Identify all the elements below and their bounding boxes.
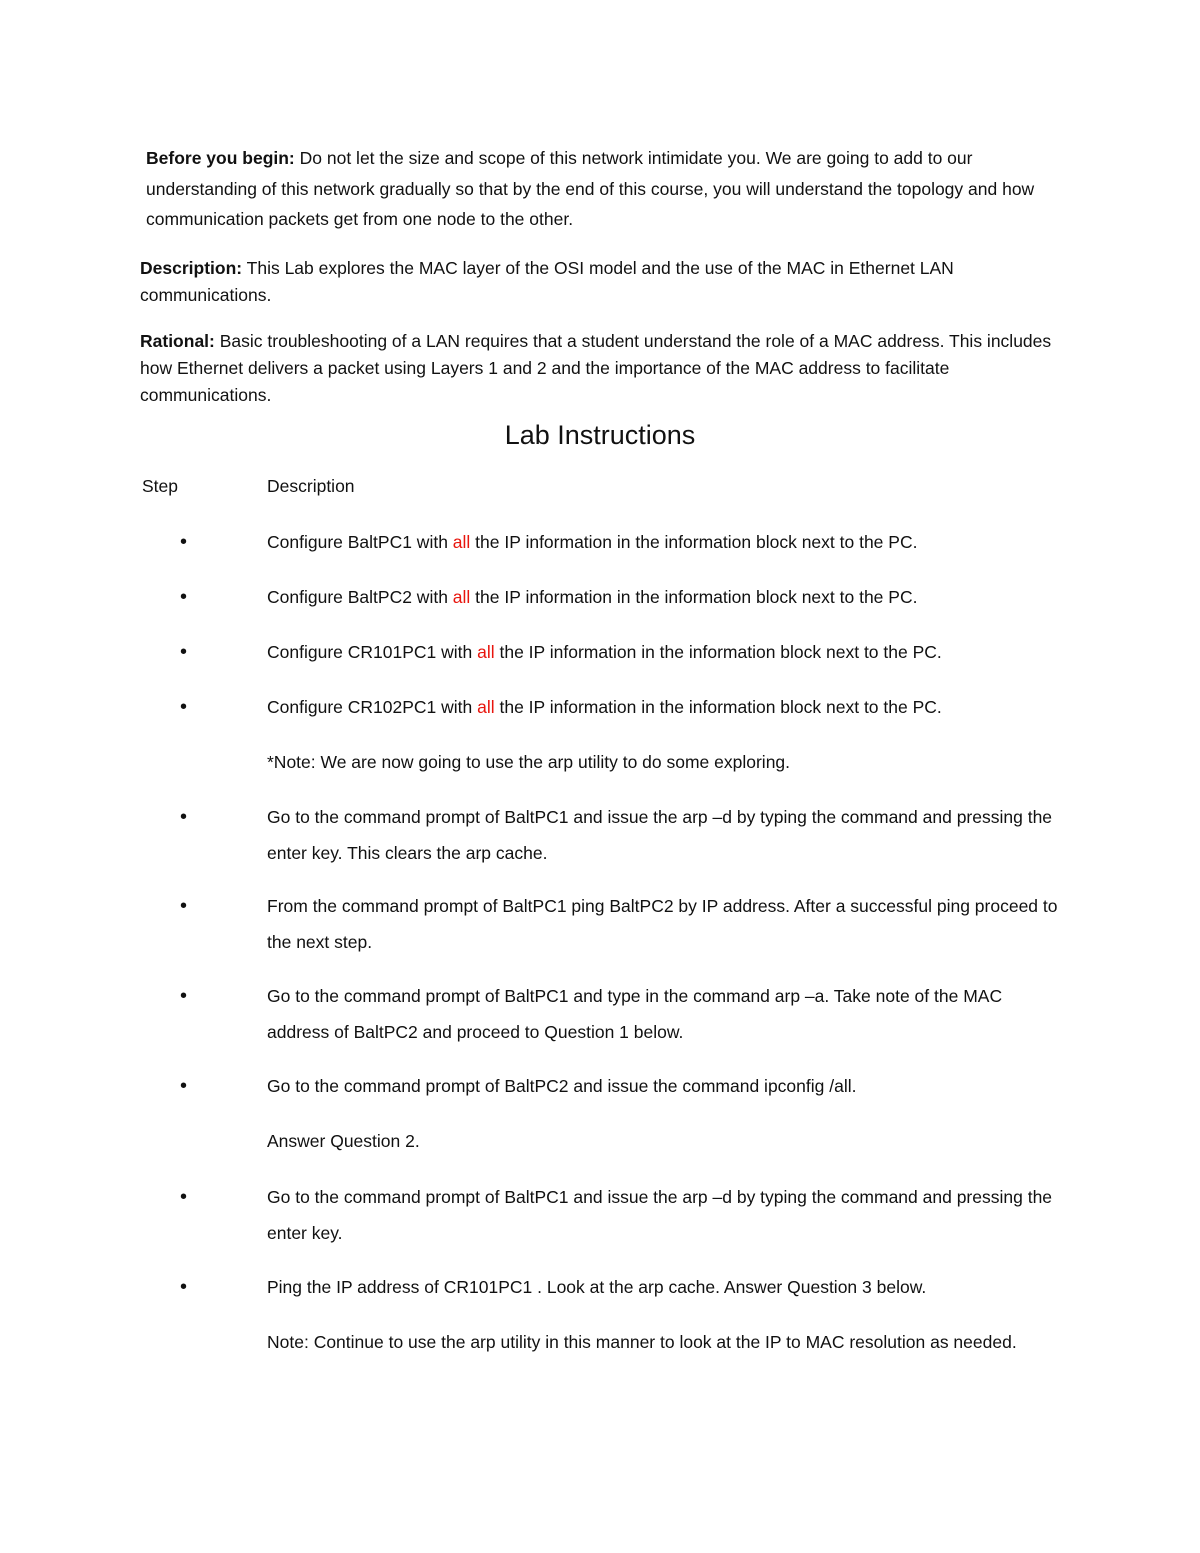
step-text: Go to the command prompt of BaltPC1 and type in the command arp –a. Take note of the MAC address of BaltPC2 and proceed to Question 1 below. xyxy=(267,986,1003,1042)
description-label: Description: xyxy=(140,258,243,278)
step-text: Configure CR101PC1 with all the IP information in the information block next to the PC. xyxy=(267,642,942,662)
step-text: Go to the command prompt of BaltPC2 and issue the command ipconfig /all. xyxy=(267,1076,857,1096)
description-column-header: Description xyxy=(267,476,355,496)
before-you-begin-paragraph xyxy=(146,143,1061,235)
rational-text: Basic troubleshooting of a LAN requires that a student understand the role of a MAC address. This includes how Ethernet delivers a packet using Layers 1 and 2 and the importance of the MAC address to facilitate communications. xyxy=(140,331,1052,405)
step-text: Configure BaltPC1 with all the IP information in the information block next to the PC. xyxy=(267,532,918,552)
step-text: From the command prompt of BaltPC1 ping BaltPC2 by IP address. After a successful ping proceed to the next step. xyxy=(267,896,1058,952)
bullet-icon: • xyxy=(180,641,188,663)
emphasis-all: all xyxy=(452,532,471,552)
bullet-icon: • xyxy=(180,895,188,917)
before-you-begin-text: Do not let the size and scope of this network intimidate you. We are going to add to our understanding of this network gradually so that by the end of this course, you will understand the topology and how communication packets get from one node to the other. xyxy=(146,148,1035,229)
step-text: Configure BaltPC2 with all the IP information in the information block next to the PC. xyxy=(267,587,918,607)
step-text: Ping the IP address of CR101PC1 . Look at the arp cache. Answer Question 3 below. xyxy=(267,1277,927,1297)
step-text: Go to the command prompt of BaltPC1 and issue the arp –d by typing the command and pressing the enter key. This clears the arp cache. xyxy=(267,807,1053,863)
emphasis-all: all xyxy=(452,587,471,607)
bullet-icon: • xyxy=(180,1276,188,1298)
bullet-icon: • xyxy=(180,531,188,553)
before-you-begin-label: Before you begin: xyxy=(146,148,295,168)
description-text: This Lab explores the MAC layer of the OSI model and the use of the MAC in Ethernet LAN communications. xyxy=(140,258,954,305)
rational-label: Rational: xyxy=(140,331,215,351)
bullet-icon: • xyxy=(180,985,188,1007)
answer-text: Answer Question 2. xyxy=(267,1131,420,1151)
note-text: Note: Continue to use the arp utility in this manner to look at the IP to MAC resolution as needed. xyxy=(267,1332,1017,1352)
step-column-header: Step xyxy=(142,476,178,496)
page-title: Lab Instructions xyxy=(504,420,696,450)
note-text: *Note: We are now going to use the arp utility to do some exploring. xyxy=(267,752,791,772)
emphasis-all: all xyxy=(477,642,495,662)
step-text: Go to the command prompt of BaltPC1 and issue the arp –d by typing the command and pressing the enter key. xyxy=(267,1187,1053,1243)
bullet-icon: • xyxy=(180,1186,188,1208)
description-paragraph xyxy=(140,255,1060,309)
bullet-icon: • xyxy=(180,806,188,828)
bullet-icon: • xyxy=(180,1075,188,1097)
step-text: Configure CR102PC1 with all the IP information in the information block next to the PC. xyxy=(267,697,942,717)
rational-paragraph xyxy=(140,328,1060,409)
bullet-icon: • xyxy=(180,586,188,608)
emphasis-all: all xyxy=(477,697,495,717)
bullet-icon: • xyxy=(180,696,188,718)
